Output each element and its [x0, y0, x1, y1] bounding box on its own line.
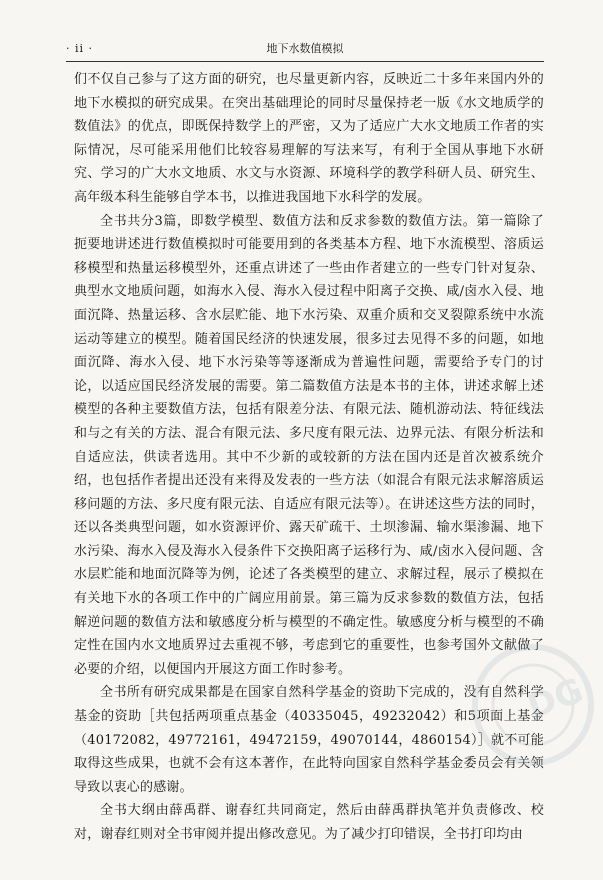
- body-text: [74, 68, 544, 847]
- paragraph: 们不仅自己参与了这方面的研究，也尽量更新内容，反映近二十多年来国内外的地下水模拟的研究成果。在突出基础理论的同时尽量保持老一版《水文地质学的数值法》的优点，即既保持数学上的严密，又为了适应广大水文地质工作者的实际情况，尽可能采用他们比较容易理解的写法来写，有利于全国从事地下水研究、学习的广大水文地质、水文与水资源、环境科学的教学科研人员、研究生、高年级本科生能够自学本书，以推进我国地下水科学的发展。: [74, 72, 544, 205]
- page-number: · ii ·: [66, 42, 94, 55]
- paragraph: 全书大纲由薛禹群、谢春红共同商定，然后由薛禹群执笔并负责修改、校对，谢春红则对全书审阅并提出修改意见。为了减少打印错误，全书打印均由: [74, 803, 544, 842]
- svg-text:DG: DG: [522, 670, 589, 728]
- page-header: [66, 40, 544, 58]
- paragraph: 全书所有研究成果都是在国家自然科学基金的资助下完成的，没有自然科学基金的资助［共包括两项重点基金（40335045，49232042）和5项面上基金（40172082，49772161，49472159，49070144，4860154）］就不可能取得这些成果，也就不会有这本著作，在此特向国家自然科学基金委员会有关领导致以衷心的感谢。: [74, 685, 544, 795]
- header-rule: [66, 61, 544, 62]
- paragraph: 全书共分3篇，即数学模型、数值方法和反求参数的数值方法。第一篇除了扼要地讲述进行数值模拟时可能要用到的各类基本方程、地下水流模型、溶质运移模型和热量运移模型外，还重点讲述了一些由作者建立的一些专门针对复杂、典型水文地质问题，如海水入侵、海水入侵过程中阳离子交换、咸/卤水入侵、地面沉降、热量运移、含水层贮能、地下水污染、双重介质和交叉裂隙系统中水流运动等建立的模型。随着国民经济的快速发展，很多过去见得不多的问题，如地面沉降、海水入侵、地下水污染等等逐渐成为普遍性问题，需要给予专门的讨论，以适应国民经济发展的需要。第二篇数值方法是本书的主体，讲述求解上述模型的各种主要数值方法，包括有限差分法、有限元法、随机游动法、特征线法和与之有关的方法、混合有限元法、多尺度有限元法、边界元法、有限分析法和自适应法，供读者选用。其中不少新的或较新的方法在国内还是首次被系统介绍，也包括作者提出还没有来得及发表的一些方法（如混合有限元法求解溶质运移问题的方法、多尺度有限元法、自适应有限元法等）。在讲述这些方法的同时，还以各类典型问题，如水资源评价、露天矿疏干、土坝渗漏、输水渠渗漏、地下水污染、海水入侵及海水入侵条件下交换阳离子运移行为、咸/卤水入侵问题、含水层贮能和地面沉降等为例，论述了各类模型的建立、求解过程，展示了模拟在有关地下水的各项工作中的广阔应用前景。第三篇为反求参数的数值方法，包括解逆问题的数值方法和敏感度分析与模型的不确定性。敏感度分析与模型的不确定性在国内水文地质界过去重视不够，考虑到它的重要性，也参考国外文献做了必要的介绍，以便国内开展这方面工作时参考。: [74, 213, 544, 677]
- running-title: 地下水数值模拟: [266, 42, 344, 55]
